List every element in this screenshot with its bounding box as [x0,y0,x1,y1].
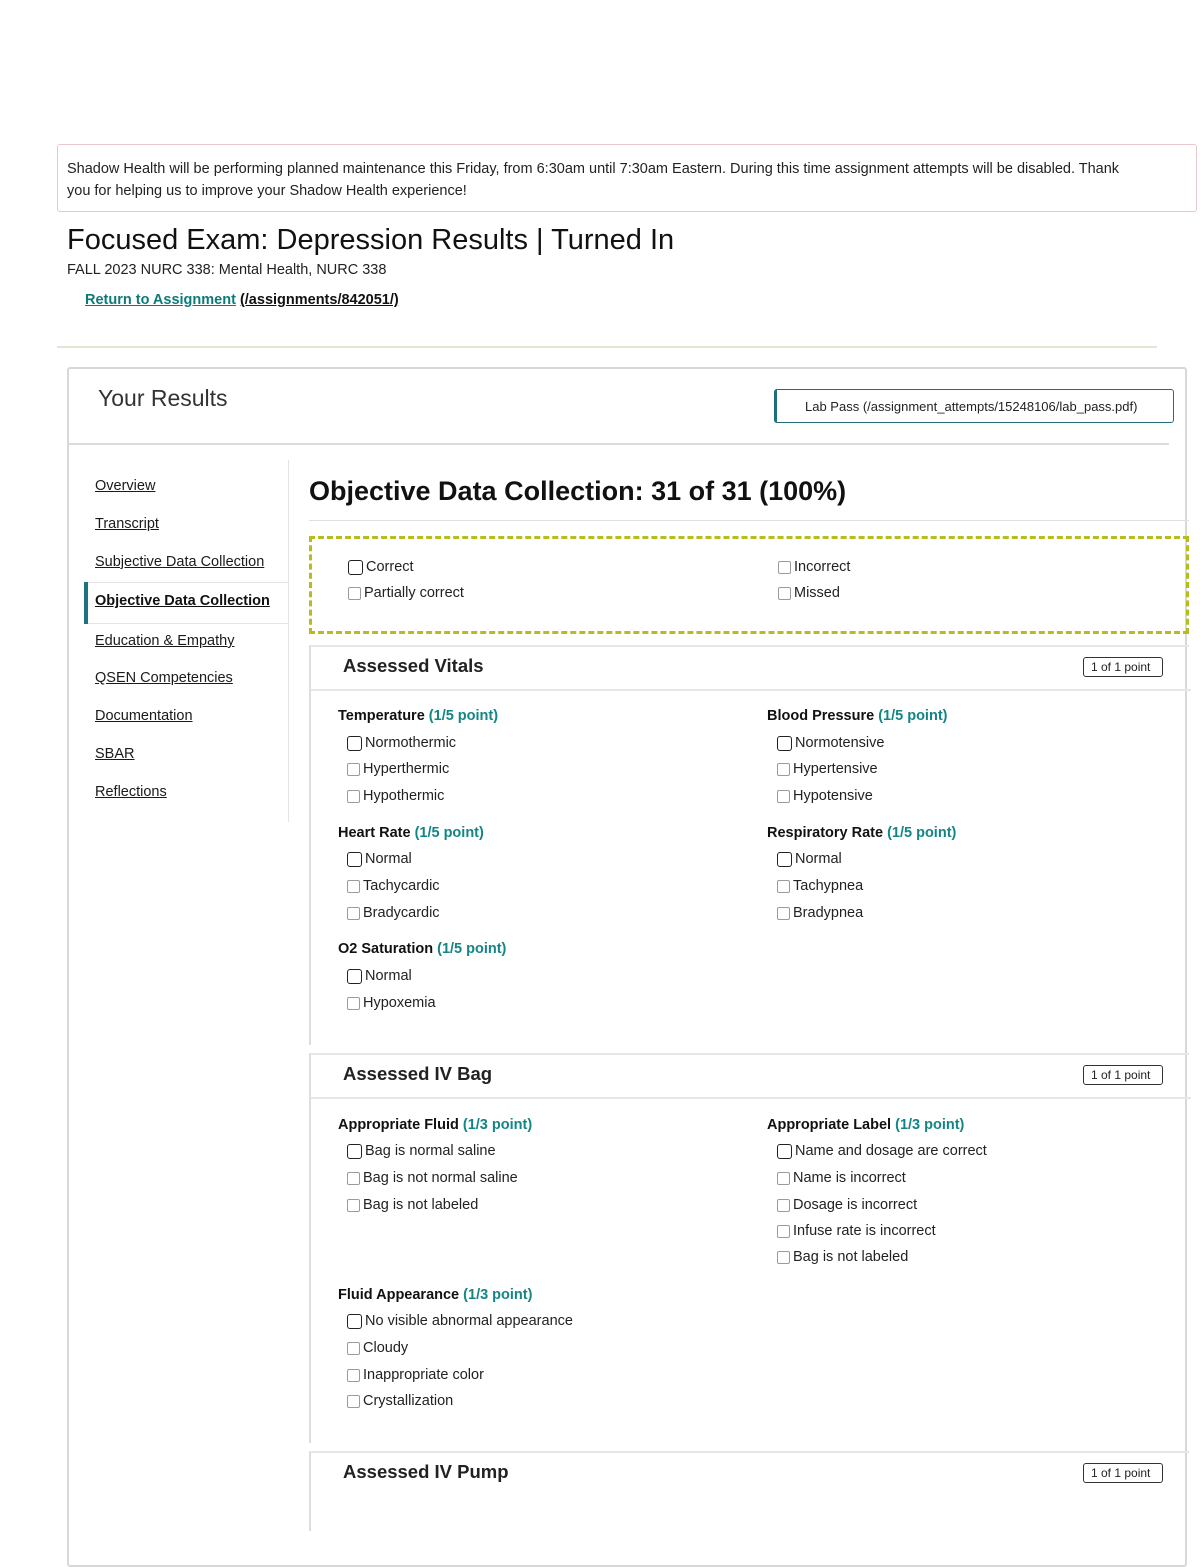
your-results-heading: Your Results [98,385,228,411]
checkbox-icon [347,736,362,751]
return-path[interactable]: (/assignments/842051/) [239,292,399,308]
option: Normal [777,851,842,867]
return-link[interactable]: Return to Assignment [85,292,236,308]
banner-line-2: you for helping us to improve your Shadow Health experience! [67,183,467,199]
points-badge: 1 of 1 point [1083,657,1163,677]
checkbox-icon [347,1369,360,1382]
checkbox-icon [778,561,791,574]
option: Bradypnea [777,905,863,921]
sidebar-item-documentation[interactable]: Documentation [95,708,193,724]
sidebar-item-subjective-data-collection[interactable]: Subjective Data Collection [95,554,265,570]
sidebar-item-overview[interactable]: Overview [95,478,156,494]
divider [57,346,1157,348]
checkbox-icon [347,1144,362,1159]
option: Dosage is incorrect [777,1197,917,1213]
page-title: Focused Exam: Depression Results | Turned In [67,224,675,256]
option: Cloudy [347,1340,408,1356]
question-temperature: Temperature (1/5 point) [338,708,499,724]
sidebar-item-qsen-competencies[interactable]: QSEN Competencies [95,670,233,686]
panel-header [311,1453,1191,1497]
question-appropriate-fluid: Appropriate Fluid (1/3 point) [338,1117,533,1133]
panel-header [311,647,1191,691]
option: Inappropriate color [347,1367,484,1383]
lab-pass-button[interactable]: Lab Pass (/assignment_attempts/15248106/lab_pass.pdf) [774,389,1174,423]
question-respiratory-rate: Respiratory Rate (1/5 point) [767,825,957,841]
course-name: FALL 2023 NURC 338: Mental Health, NURC 338 [67,262,387,278]
legend-missed: Missed [778,585,840,601]
panel-title: Assessed IV Pump [343,1461,509,1482]
option: Bag is not labeled [777,1249,908,1265]
sidebar-item-reflections[interactable]: Reflections [95,784,167,800]
checkbox-icon [348,587,361,600]
option: Tachycardic [347,878,440,894]
checkbox-icon [777,763,790,776]
checkbox-icon [777,1225,790,1238]
checkbox-icon [347,1199,360,1212]
question-o2-saturation: O2 Saturation (1/5 point) [338,941,507,957]
panel-assessed-iv-pump [309,1451,1189,1531]
banner-line-1: Shadow Health will be performing planned maintenance this Friday, from 6:30am until 7:30am Eastern. During this time assignment attempts will be disabled. Thank [67,161,1120,177]
checkbox-icon [777,1144,792,1159]
return-to-assignment[interactable] [85,292,399,308]
checkbox-icon [347,1395,360,1408]
checkbox-icon [347,790,360,803]
panel-assessed-vitals [309,645,1189,1045]
checkbox-icon [347,907,360,920]
option: No visible abnormal appearance [347,1313,573,1329]
checkbox-icon [777,790,790,803]
option: Infuse rate is incorrect [777,1223,936,1239]
option: Name and dosage are correct [777,1143,987,1159]
option: Tachypnea [777,878,863,894]
option: Crystallization [347,1393,453,1409]
option: Hypothermic [347,788,444,804]
checkbox-icon [347,1342,360,1355]
maintenance-banner [57,144,1197,212]
panel-title: Assessed IV Bag [343,1063,493,1084]
option: Normal [347,851,412,867]
option: Bag is not labeled [347,1197,478,1213]
divider [88,582,288,583]
checkbox-icon [778,587,791,600]
checkbox-icon [777,880,790,893]
sidebar-item-sbar[interactable]: SBAR [95,746,135,762]
checkbox-icon [777,1251,790,1264]
option: Bag is normal saline [347,1143,496,1159]
checkbox-icon [348,560,363,575]
question-fluid-appearance: Fluid Appearance (1/3 point) [338,1287,533,1303]
points-badge: 1 of 1 point [1083,1463,1163,1483]
sidebar-item-objective-data-collection[interactable]: Objective Data Collection [95,593,270,609]
option: Hypertensive [777,761,878,777]
option: Hypotensive [777,788,873,804]
checkbox-icon [347,1314,362,1329]
checkbox-icon [347,969,362,984]
section-title: Objective Data Collection: 31 of 31 (100%) [309,476,847,506]
sidebar-item-education-empathy[interactable]: Education & Empathy [95,633,235,649]
sidebar-item-transcript[interactable]: Transcript [95,516,159,532]
legend-incorrect: Incorrect [778,559,850,575]
checkbox-icon [347,1172,360,1185]
checkbox-icon [777,1172,790,1185]
question-appropriate-label: Appropriate Label (1/3 point) [767,1117,965,1133]
option: Bag is not normal saline [347,1170,518,1186]
option: Normotensive [777,735,884,751]
checkbox-icon [777,907,790,920]
option: Hypoxemia [347,995,436,1011]
divider [309,520,1189,521]
checkbox-icon [347,763,360,776]
option: Normothermic [347,735,456,751]
checkbox-icon [777,852,792,867]
checkbox-icon [777,1199,790,1212]
option: Normal [347,968,412,984]
checkbox-icon [347,997,360,1010]
divider [88,623,288,624]
panel-header [311,1055,1191,1099]
checkbox-icon [347,852,362,867]
question-heart-rate: Heart Rate (1/5 point) [338,825,484,841]
option: Hyperthermic [347,761,449,777]
option: Name is incorrect [777,1170,906,1186]
legend-correct: Correct [348,559,414,575]
sidebar-divider [288,460,289,822]
checkbox-icon [347,880,360,893]
panel-title: Assessed Vitals [343,655,484,676]
points-badge: 1 of 1 point [1083,1065,1163,1085]
panel-assessed-iv-bag [309,1053,1189,1443]
checkbox-icon [777,736,792,751]
option: Bradycardic [347,905,440,921]
question-blood-pressure: Blood Pressure (1/5 point) [767,708,948,724]
legend-partially-correct: Partially correct [348,585,464,601]
